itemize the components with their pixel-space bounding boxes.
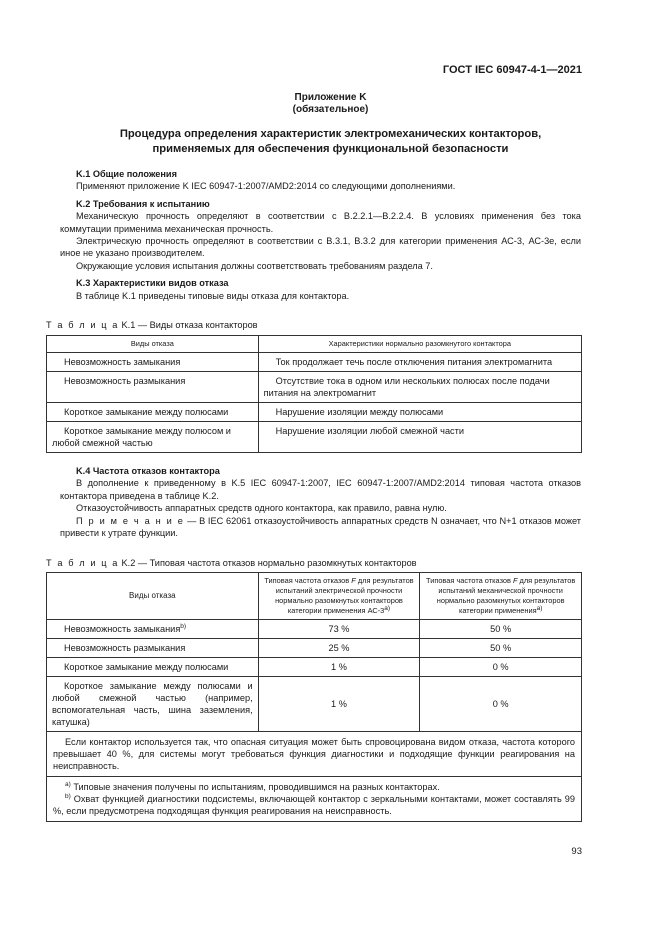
table2-cell-electrical: 1 % [258, 677, 420, 732]
table1-col-mode: Виды отказа [47, 336, 259, 353]
table1-caption [46, 319, 582, 331]
note-text: — В IEC 62061 отказоустойчивость аппаратных средств N означает, что N+1 отказов может привести к утрате функции. [60, 515, 581, 539]
table1-caption-label: Т а б л и ц а [46, 320, 119, 330]
table-row [47, 422, 582, 453]
page-number: 93 [571, 846, 582, 857]
table1-col-desc: Характеристики нормально разомкнутого контактора [258, 336, 581, 353]
section-k3-text: В таблице K.1 приведены типовые виды отказа для контактора. [76, 290, 350, 301]
table2-cell-electrical: 1 % [258, 658, 420, 677]
table1-cell-desc: Нарушение изоляции любой смежной части [258, 422, 581, 453]
table2-caption-text: K.2 — Типовая частота отказов нормально разомкнутых контакторов [118, 558, 417, 568]
table2-cell-mode: Невозможность размыкания [47, 639, 259, 658]
table2-note-row [47, 732, 582, 777]
section-k4-note [60, 515, 581, 540]
footnote-b: $^{b)}$ Охват функцией диагностики подсистемы, включающей контактор с зеркальными контактами, может составлять 99 %, если предусмотрена подходящая функция реагирования на неисправность. [53, 793, 575, 816]
table1-cell-mode: Короткое замыкание между полюсом и любой смежной частью [47, 422, 259, 453]
table-k1 [46, 335, 582, 453]
annex-title: Приложение K [294, 92, 367, 103]
table1-cell-mode: Невозможность замыкания [47, 353, 259, 372]
section-k1-heading: K.1 Общие положения [76, 169, 177, 179]
table2-footnotes-row [47, 777, 582, 822]
annex-heading-line1: Процедура определения характеристик электромеханических контакторов, [119, 128, 542, 140]
section-k4-text-1: В дополнение к приведенному в K.5 IEC 60947-1:2007, IEC 60947-1:2007/AMD2:2014 типовая частота отказов контактора приведена в таблице K.2. [60, 478, 581, 501]
table1-caption-text: K.1 — Виды отказа контакторов [118, 320, 258, 330]
table1-cell-desc: Отсутствие тока в одном или нескольких полюсах после подачи питания на электромагнит [258, 372, 581, 403]
note-label: П р и м е ч а н и е [76, 515, 185, 526]
table2-cell-mechanical: 50 % [420, 620, 582, 639]
footnote-a: $^{a)}$ Типовые значения получены по испытаниям, проводившимся на разных контакторах. [65, 781, 440, 792]
section-k2-text-1: Механическую прочность определяют в соответствии с B.2.2.1—B.2.2.4. В условиях применения без тока коммутации применима механическая прочность. [60, 211, 581, 234]
section-k3-heading: K.3 Характеристики видов отказа [76, 278, 229, 289]
section-k2-text-2: Электрическую прочность определяют в соответствии с B.3.1, B.3.2 для категории применения АС-3, АС-3е, если иное не указано производителем. [60, 236, 581, 259]
table-row [47, 639, 582, 658]
table2-cell-electrical: 25 % [258, 639, 420, 658]
annex-header [0, 92, 661, 116]
section-k1-text: Применяют приложение K IEC 60947-1:2007/AMD2:2014 со следующими дополнениями. [76, 181, 456, 192]
table-row [47, 403, 582, 422]
table2-cell-electrical: 73 % [258, 620, 420, 639]
table1-header-row [47, 336, 582, 353]
table2-note: Если контактор используется так, что опасная ситуация может быть спровоцирована видом отказа, частота которого превышает 40 %, для системы могут требоваться функция диагностики и подходящие функции реагирования на неисправность. [47, 732, 582, 777]
section-k4-text-2: Отказоустойчивость аппаратных средств одного контактора, как правило, равна нулю. [76, 503, 447, 514]
table2-caption-label: Т а б л и ц а [46, 558, 119, 568]
sections-k1-k3 [60, 168, 581, 302]
table2-footnotes [47, 777, 582, 822]
section-k4 [60, 465, 581, 539]
table2-col-mode: Виды отказа [47, 573, 259, 620]
table2-cell-mode: Короткое замыкание между полюсами [47, 658, 259, 677]
section-k2-text-3: Окружающие условия испытания должны соответствовать требованиям раздела 7. [76, 260, 433, 271]
table2-col-mechanical: Типовая частота отказов F для результатов испытаний механической прочности нормально разомкнутых контакторов категории применения$^{a)}$ [420, 573, 582, 620]
table1-cell-desc: Нарушение изоляции между полюсами [258, 403, 581, 422]
section-k2-heading: K.2 Требования к испытанию [76, 198, 210, 209]
table2-cell-mechanical: 50 % [420, 639, 582, 658]
annex-status: (обязательное) [292, 104, 369, 115]
table1-cell-mode: Невозможность размыкания [47, 372, 259, 403]
table1-cell-mode: Короткое замыкание между полюсами [47, 403, 259, 422]
annex-heading-line2: применяемых для обеспечения функциональной безопасности [152, 143, 509, 155]
table2-cell-mechanical: 0 % [420, 677, 582, 732]
table2-header-row [47, 573, 582, 620]
standard-number: ГОСТ IEC 60947-4-1—2021 [442, 64, 582, 76]
table1-cell-desc: Ток продолжает течь после отключения питания электромагнита [258, 353, 581, 372]
table-row [47, 353, 582, 372]
table-row [47, 658, 582, 677]
table-row [47, 620, 582, 639]
table-k2 [46, 572, 582, 822]
footnote-ref: b) [180, 623, 187, 630]
table2-cell-mechanical: 0 % [420, 658, 582, 677]
table-row [47, 372, 582, 403]
table2-cell-mode: Невозможность замыкания$^{b)}$ [47, 620, 259, 639]
table-row [47, 677, 582, 732]
section-k4-heading: K.4 Частота отказов контактора [76, 466, 220, 476]
table2-cell-mode: Короткое замыкание между полюсами и любой смежной частью (например, вспомогательная часть, шина заземления, катушка) [47, 677, 259, 732]
table2-col-electrical: Типовая частота отказов F для результатов испытаний электрической прочности нормально разомкнутых контакторов категории применения АС-3$^{a)}$ [258, 573, 420, 620]
annex-heading [60, 127, 601, 157]
table2-caption [46, 557, 582, 569]
